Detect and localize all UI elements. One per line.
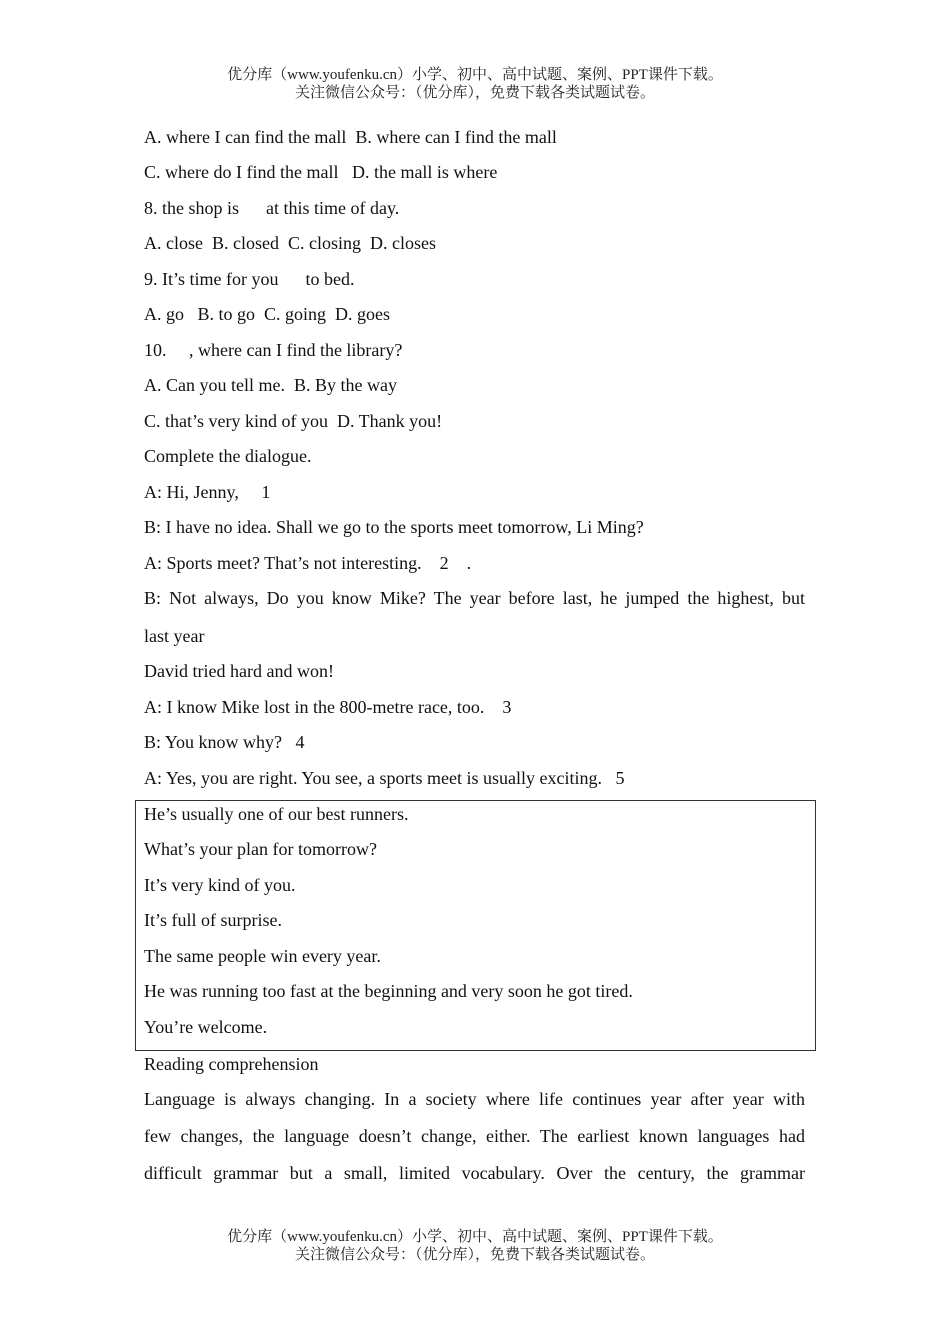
q8-stem: 8. the shop is at this time of day. — [144, 198, 400, 218]
reading-title: Reading comprehension — [144, 1054, 319, 1074]
box-option: It’s full of surprise. — [144, 910, 282, 930]
dialogue-line-4a: B: Not always, Do you know Mike? The year before last, he jumped the highest, but — [144, 588, 805, 608]
dialogue-line-4b: last year — [144, 626, 205, 646]
page-header — [0, 66, 950, 102]
footer-line-1: 优分库（www.youfenku.cn）小学、初中、高中试题、案例、PPT课件下载。 — [227, 1229, 723, 1245]
dialogue-line-7: B: You know why? 4 — [144, 732, 305, 752]
reading-paragraph-line-2: few changes, the language doesn’t change, either. The earliest known languages had — [144, 1126, 805, 1146]
dialogue-line-5: David tried hard and won! — [144, 661, 334, 681]
box-option: You’re welcome. — [144, 1017, 268, 1037]
q10-options-ab: A. Can you tell me. B. By the way — [144, 375, 397, 395]
q8-options: A. close B. closed C. closing D. closes — [144, 233, 436, 253]
dialogue-title: Complete the dialogue. — [144, 446, 312, 466]
box-option: He was running too fast at the beginning and very soon he got tired. — [144, 981, 633, 1001]
dialogue-line-8: A: Yes, you are right. You see, a sports meet is usually exciting. 5 — [144, 768, 625, 788]
box-option: What’s your plan for tomorrow? — [144, 839, 377, 859]
header-line-2: 关注微信公众号：（优分库），免费下载各类试题试卷。 — [294, 85, 655, 101]
reading-paragraph-line-1: Language is always changing. In a society where life continues year after year with — [144, 1089, 805, 1109]
dialogue-line-1: A: Hi, Jenny, 1 — [144, 482, 271, 502]
box-option: It’s very kind of you. — [144, 875, 296, 895]
box-option: The same people win every year. — [144, 946, 381, 966]
footer-line-2: 关注微信公众号：（优分库），免费下载各类试题试卷。 — [294, 1247, 655, 1263]
q7-options-ab: A. where I can find the mall B. where can I find the mall — [144, 127, 557, 147]
q9-options: A. go B. to go C. going D. goes — [144, 304, 391, 324]
page-footer — [0, 1228, 950, 1264]
q7-options-cd: C. where do I find the mall D. the mall is where — [144, 162, 498, 182]
q9-stem: 9. It’s time for you to bed. — [144, 269, 355, 289]
box-option: He’s usually one of our best runners. — [144, 804, 409, 824]
dialogue-line-3: A: Sports meet? That’s not interesting. 2 . — [144, 553, 472, 573]
dialogue-line-6: A: I know Mike lost in the 800-metre race, too. 3 — [144, 697, 512, 717]
header-line-1: 优分库（www.youfenku.cn）小学、初中、高中试题、案例、PPT课件下载。 — [227, 67, 723, 83]
q10-options-cd: C. that’s very kind of you D. Thank you! — [144, 411, 443, 431]
reading-paragraph-line-3: difficult grammar but a small, limited vocabulary. Over the century, the grammar — [144, 1163, 805, 1183]
q10-stem: 10. , where can I find the library? — [144, 340, 403, 360]
options-box — [135, 800, 816, 1051]
dialogue-line-2: B: I have no idea. Shall we go to the sports meet tomorrow, Li Ming? — [144, 517, 644, 537]
